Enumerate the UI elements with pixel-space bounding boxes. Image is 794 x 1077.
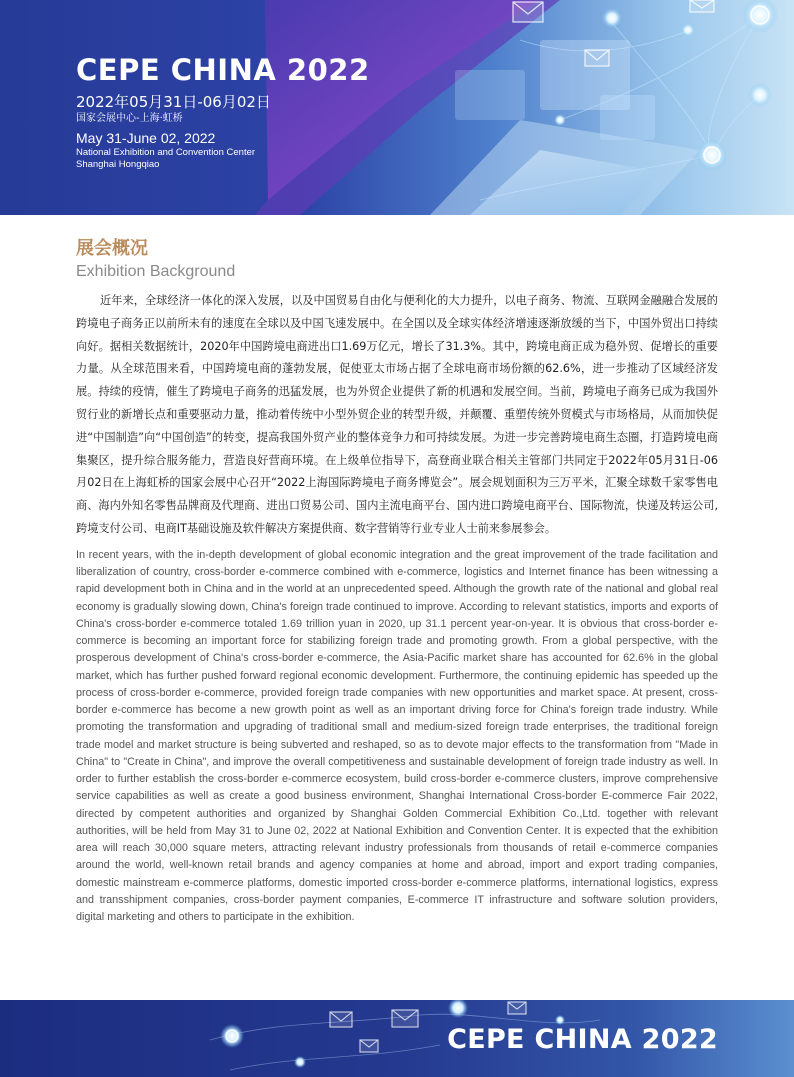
footer-banner [0, 1000, 794, 1077]
header-banner [0, 0, 794, 215]
event-date-cn: 2022年05月31日-06月02日 [76, 93, 271, 111]
section-heading-cn: 展会概况 [76, 238, 148, 259]
section-heading-en: Exhibition Background [76, 263, 236, 280]
body-text-cn: 近年来，全球经济一体化的深入发展，以及中国贸易自由化与便利化的大力提升，以电子商务、物流、互联网金融融合发展的跨境电子商务正以前所未有的速度在全球以及中国飞速发展中。在全国以及全球实体经济增速逐渐放缓的当下，中国外贸出口持续向好。据相关数据统计，2020年中国跨境电商进出口1.69万亿元，增长了31.3%。其中，跨境电商正成为稳外贸、促增长的重要力量。从全球范围来看，中国跨境电商的蓬勃发展，促使亚太市场占据了全球电商市场份额的62.6%，进一步推动了区域经济发展。持续的疫情，催生了跨境电子商务的迅猛发展，也为外贸企业提供了新的机遇和发展空间。当前，跨境电子商务已成为我国外贸行业的新增长点和重要驱动力量，推动着传统中小型外贸企业的转型升级，并颠覆、重塑传统外贸模式与市场格局，从而加快促进“中国制造”向“中国创造”的转变，提高我国外贸产业的整体竞争力和可持续发展。为进一步完善跨境电商生态圈，打造跨境电商集聚区，提升综合服务能力，营造良好营商环境。在上级单位指导下，高登商业联合相关主管部门共同定于2022年05月31日-06月02日在上海虹桥的国家会展中心召开“2022上海国际跨境电子商务博览会”。展会规划面积为三万平米，汇聚全球数千家零售电商、海内外知名零售品牌商及代理商、进出口贸易公司、国内主流电商平台、国内进口跨境电商平台、国际物流，快递及转运公司,跨境支付公司、电商IT基础设施及软件解决方案提供商、数字营销等行业专业人士前来参展参会。 [76, 294, 718, 535]
body-text-en: In recent years, with the in-depth development of global economic integration and the great improvement of the trade facilitation and liberalization of country, cross-border e-commerce combined with e-commerce, logistics and Internet finance has been witnessing a rapid development both in China and in the world at an unprecedented speed. Although the growth rate of the national and global real economy is gradually slowing down, China's foreign trade continued to improve. According to relevant statistics, imports and exports of China's cross-border e-commerce totaled 1.69 trillion yuan in 2020, up 31.1 percent year-on-year. It is obvious that cross-border e-commerce is becoming an important force for stabilizing foreign trade and promoting growth. From a global perspective, with the prosperous development of China's cross-border e-commerce, the Asia-Pacific market share has accounted for 62.6% in the global market, which has further pushed forward regional economic development. Furthermore, the continuing epidemic has speeded up the process of cross-border e-commerce, provided foreign trade companies with new opportunities and market space. At present, cross-border e-commerce has become a new growth point as well as an important driving force for China's foreign trade industry. While promoting the transformation and upgrading of traditional small and medium-sized foreign trade enterprises, the traditional foreign trade model and market structure is being subverted and reshaped, so as to devote major effects to the transformation from "Made in China" to "Create in China", and improve the overall competitiveness and sustainable development of foreign trade industry as well. In order to further establish the cross-border e-commerce ecosystem, build cross-border e-commerce clusters, improve comprehensive service capabilities as well as create a good business environment, Shanghai International Cross-border E-commerce Fair 2022, directed by competent authorities and organized by Shanghai Golden Commercial Exhibition Co.,Ltd. together with relevant authorities, will be held from May 31 to June 02, 2022 at National Exhibition and Convention Center. It is expected that the exhibition area will reach 30,000 square meters, attracting relevant industry professionals from thousands of retail e-commerce companies around the world, well-known retail brands and agency companies at home and abroad, import and export trading companies, domestic mainstream e-commerce platforms, domestic imported cross-border e-commerce platforms, international logistics, express and transshipment companies, cross-border payment companies, E-commerce IT infrastructure and software solution providers, digital marketing and others to participate in the exhibition. [76, 548, 718, 924]
event-venue-en-line2: Shanghai Hongqiao [76, 159, 160, 170]
event-venue-en-line1: National Exhibition and Convention Center [76, 147, 256, 158]
event-info [76, 52, 370, 171]
footer-title: CEPE CHINA 2022 [447, 1024, 718, 1055]
event-title: CEPE CHINA 2022 [76, 53, 370, 87]
exhibition-background-section [76, 236, 718, 926]
event-date-en: May 31-June 02, 2022 [76, 130, 216, 146]
event-venue-cn: 国家会展中心-上海·虹桥 [76, 113, 183, 124]
